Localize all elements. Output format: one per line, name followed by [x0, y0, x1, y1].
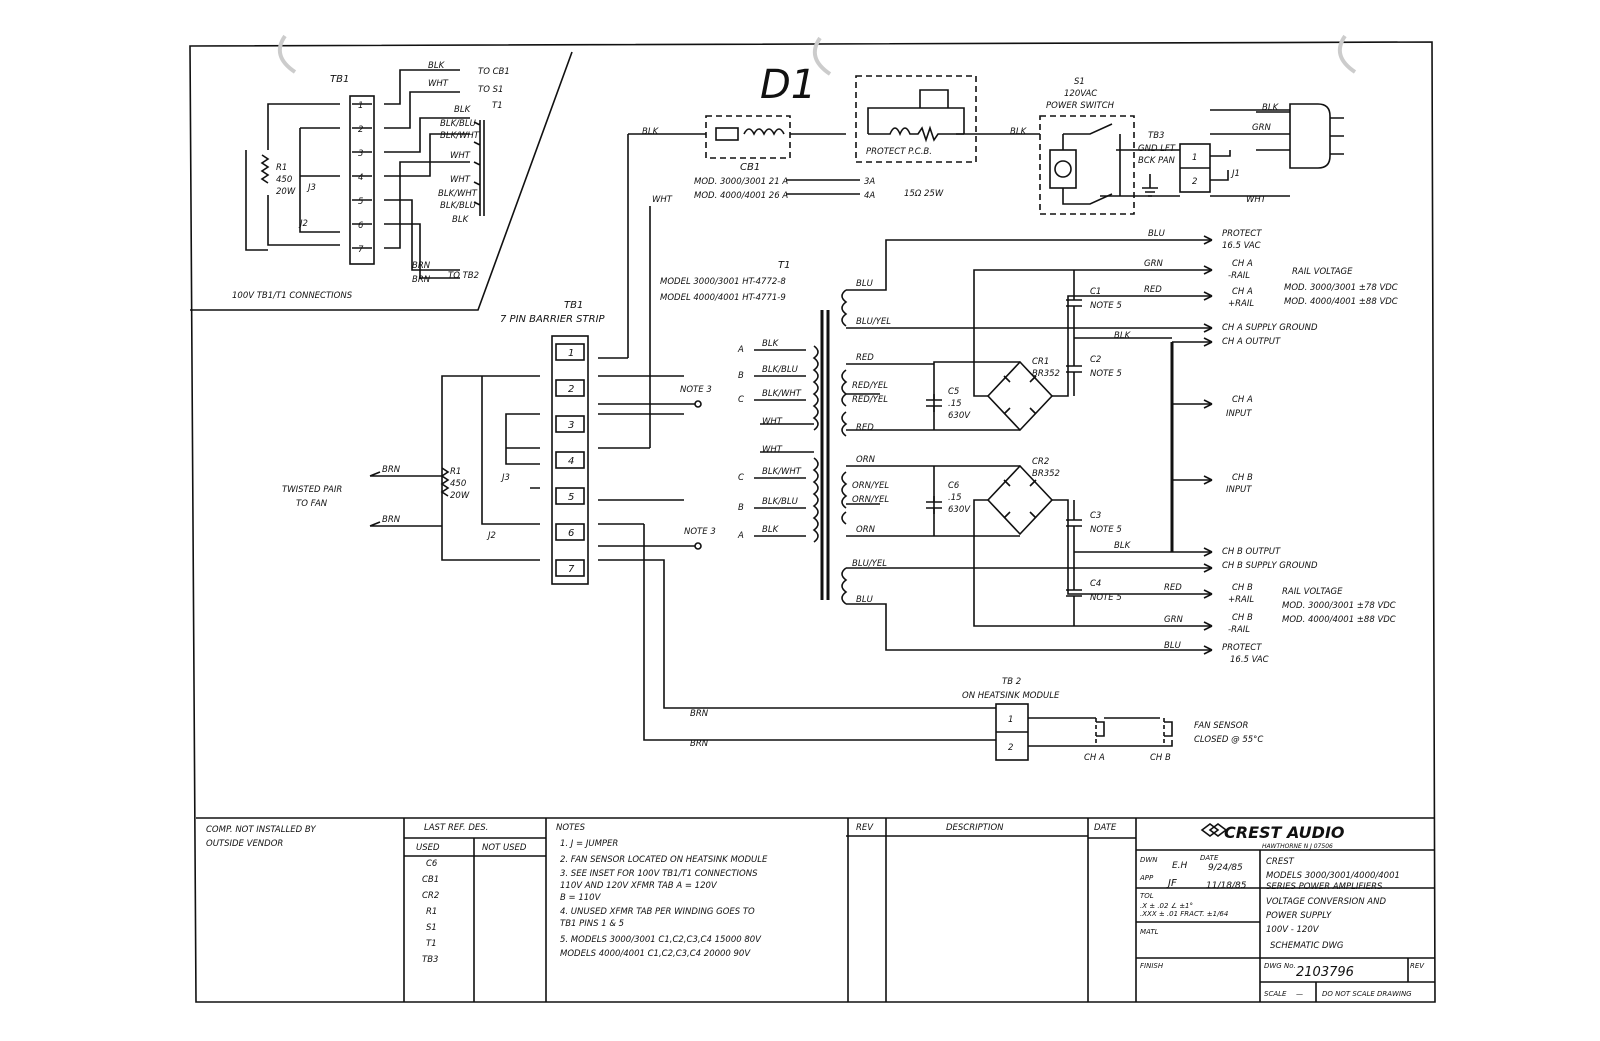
t1-model: MODEL 3000/3001 HT-4772-8	[660, 277, 786, 287]
inset-wire-label: BLK	[452, 215, 469, 225]
bus-wire: BLK	[1114, 331, 1131, 341]
output-label: CH A OUTPUT	[1222, 337, 1281, 347]
fan-r1: R1	[450, 467, 462, 477]
tb-date-key: DATE	[1200, 854, 1219, 862]
primary-tap: A	[738, 531, 744, 541]
c5-label: C5	[948, 387, 960, 397]
primary-wire: BLK/WHT	[762, 389, 801, 399]
tb-used-item: R1	[426, 907, 438, 917]
tb2-ch-a: CH A	[1084, 753, 1105, 763]
c4-label: C4	[1090, 579, 1102, 589]
cb1-label: CB1	[740, 162, 761, 173]
inset-wire-label: WHT	[428, 79, 448, 89]
tb-app-value: JF	[1168, 878, 1177, 889]
mains-grn: GRN	[1252, 123, 1271, 133]
output-label: CH A	[1232, 395, 1253, 405]
c3-label: C3	[1090, 511, 1102, 521]
fan-j2: J2	[488, 531, 496, 541]
secondary-wire: RED	[856, 423, 874, 433]
tb-desc: SERIES POWER AMPLIFIERS	[1266, 882, 1383, 892]
tb-used-item: TB3	[422, 955, 439, 965]
tb-used-header: USED	[416, 843, 440, 853]
c5-label: 630V	[948, 411, 971, 421]
c3-label: NOTE 5	[1090, 525, 1122, 535]
secondary-wire: BLU/YEL	[856, 317, 891, 327]
cb1-mod1: MOD. 3000/3001 21 A	[694, 177, 789, 187]
tb-desc: 100V - 120V	[1266, 925, 1319, 935]
tb-desc: POWER SUPPLY	[1266, 911, 1332, 921]
tb-dwn-key: DWN	[1140, 856, 1158, 864]
inset-pin: 6	[358, 221, 364, 231]
tb-desc: CREST	[1266, 857, 1294, 867]
output-label: CH B OUTPUT	[1222, 547, 1281, 557]
bus-wire: BLU	[1164, 641, 1181, 651]
tb-rev: REV	[856, 823, 874, 833]
output-label: PROTECT	[1222, 643, 1262, 653]
tb-rev-key: REV	[1410, 962, 1425, 970]
protect-pcb-label: PROTECT P.C.B.	[866, 147, 932, 157]
output-label: CH A	[1232, 259, 1253, 269]
tb-desc: MODELS 3000/3001/4000/4001	[1266, 871, 1400, 881]
secondary-wire: RED	[856, 353, 874, 363]
inset-pin: 3	[358, 149, 364, 159]
tb-used-item: C6	[426, 859, 438, 869]
secondary-wire: RED/YEL	[852, 395, 888, 405]
cr1-label: CR1	[1032, 357, 1050, 367]
fan-r1: 20W	[450, 491, 470, 501]
tb-last-ref: LAST REF. DES.	[424, 823, 489, 833]
c4-label: NOTE 5	[1090, 593, 1122, 603]
inset-dest: TO S1	[478, 85, 504, 95]
primary-tap: C	[738, 473, 744, 483]
tb3-pin: 2	[1192, 177, 1198, 187]
rail-voltage-b: RAIL VOLTAGE	[1282, 587, 1343, 597]
tb-tol-key: TOL	[1140, 892, 1154, 900]
rail-voltage-a: RAIL VOLTAGE	[1292, 267, 1353, 277]
drawing-number: 2103796	[1296, 965, 1354, 980]
tb1-title: 7 PIN BARRIER STRIP	[500, 314, 605, 325]
output-label: CH A SUPPLY GROUND	[1222, 323, 1318, 333]
tb1-pin: 1	[568, 348, 575, 359]
tb1-pin: 6	[568, 528, 575, 539]
tb2-ch-b: CH B	[1150, 753, 1171, 763]
rail-voltage-a: MOD. 4000/4001 ±88 VDC	[1284, 297, 1398, 307]
cr2-label: CR2	[1032, 457, 1050, 467]
j1-label: J1	[1232, 169, 1240, 179]
tb-note: 3. SEE INSET FOR 100V TB1/T1 CONNECTIONS	[560, 869, 758, 879]
c6-label: .15	[948, 493, 962, 503]
tb-desc: VOLTAGE CONVERSION AND	[1266, 897, 1386, 907]
s1-label: 120VAC	[1064, 89, 1098, 99]
fan-twisted-pair: TWISTED PAIR	[282, 485, 343, 495]
primary-wire: BLK	[762, 339, 779, 349]
company-logo: CREST AUDIO	[1224, 823, 1345, 842]
tb-used-item: T1	[426, 939, 437, 949]
secondary-wire: BLU/YEL	[852, 559, 887, 569]
note3-label: NOTE 3	[684, 527, 716, 537]
tb-finish: FINISH	[1140, 962, 1164, 970]
primary-wire: BLK/BLU	[762, 365, 798, 375]
secondary-wire: BLU	[856, 595, 873, 605]
mains-blk: BLK	[1262, 103, 1279, 113]
primary-wire: BLK	[762, 525, 779, 535]
cr2-label: BR352	[1032, 469, 1060, 479]
tb2-pin: 1	[1008, 715, 1014, 725]
output-label: INPUT	[1226, 409, 1252, 419]
primary-wire: WHT	[762, 417, 782, 427]
inset-wire-label: BRN	[412, 275, 431, 285]
fan-sensor-label: CLOSED @ 55°C	[1194, 735, 1264, 745]
output-label: CH B	[1232, 583, 1253, 593]
inset-r1: R1	[276, 163, 288, 173]
primary-tap: B	[738, 371, 744, 381]
inset-r1: 450	[276, 175, 293, 185]
wire-label: BLK	[1010, 127, 1027, 137]
tb1-pin: 2	[568, 384, 575, 395]
primary-wire: WHT	[762, 445, 782, 455]
c2-label: NOTE 5	[1090, 369, 1122, 379]
tb-scale-key: SCALE	[1264, 990, 1287, 998]
output-label: PROTECT	[1222, 229, 1262, 239]
inset-wire-label: BLK/WHT	[438, 189, 477, 199]
inset-wire-label: WHT	[450, 151, 470, 161]
primary-tap: B	[738, 503, 744, 513]
tb-note: B = 110V	[560, 893, 601, 903]
tb1-pin: 4	[568, 456, 575, 467]
c6-label: 630V	[948, 505, 971, 515]
primary-tap: A	[738, 345, 744, 355]
secondary-wire: RED/YEL	[852, 381, 888, 391]
c5-label: .15	[948, 399, 962, 409]
bus-wire: GRN	[1144, 259, 1163, 269]
tb-note: TB1 PINS 1 & 5	[560, 919, 625, 929]
fan-twisted-pair: TO FAN	[296, 499, 328, 509]
tb-used-item: S1	[426, 923, 437, 933]
inset-t1: T1	[492, 101, 503, 111]
tb-matl: MATL	[1140, 928, 1159, 936]
tb-note: MODELS 4000/4001 C1,C2,C3,C4 20000 90V	[560, 949, 751, 959]
s1-label: S1	[1074, 77, 1085, 87]
output-label: CH A	[1232, 287, 1253, 297]
tb2-pin: 2	[1008, 743, 1014, 753]
tb2-wire: BRN	[690, 709, 709, 719]
rail-voltage-b: MOD. 4000/4001 ±88 VDC	[1282, 615, 1396, 625]
t1-label: T1	[778, 260, 791, 271]
cr1-label: BR352	[1032, 369, 1060, 379]
tb3-label: GND LFT	[1138, 144, 1176, 154]
inset-pin: 1	[358, 101, 364, 111]
inset-dest: TO TB2	[448, 271, 480, 281]
inset-dest: TO CB1	[478, 67, 510, 77]
fan-j3: J3	[502, 473, 510, 483]
bus-wire: GRN	[1164, 615, 1183, 625]
inset-wire-label: BRN	[412, 261, 431, 271]
inset-j3: J3	[308, 183, 316, 193]
secondary-wire: ORN	[856, 455, 875, 465]
output-label: -RAIL	[1228, 271, 1251, 281]
mains-wht: WHT	[1246, 195, 1266, 205]
secondary-wire: ORN/YEL	[852, 481, 890, 491]
bus-wire: BLK	[1114, 541, 1131, 551]
cb1-mod2: MOD. 4000/4001 26 A	[694, 191, 789, 201]
tb-date-1: 9/24/85	[1208, 863, 1243, 873]
tb1-pin: 3	[568, 420, 575, 431]
tb2-wire: BRN	[690, 739, 709, 749]
inset-wire-label: WHT	[450, 175, 470, 185]
primary-tap: C	[738, 395, 744, 405]
output-label: +RAIL	[1228, 299, 1255, 309]
primary-wire: BLK/BLU	[762, 497, 798, 507]
inset-pin: 4	[358, 173, 364, 183]
tb-used-item: CB1	[422, 875, 440, 885]
output-label: 16.5 VAC	[1222, 241, 1261, 251]
output-label: CH B	[1232, 613, 1253, 623]
tb3-label: TB3	[1148, 131, 1165, 141]
output-label: CH B SUPPLY GROUND	[1222, 561, 1318, 571]
inset-title: 100V TB1/T1 CONNECTIONS	[232, 291, 353, 301]
tb2-label: TB 2	[1002, 677, 1022, 687]
tb-note: 4. UNUSED XFMR TAB PER WINDING GOES TO	[560, 907, 755, 917]
tb1-title: TB1	[564, 300, 584, 311]
output-label: INPUT	[1226, 485, 1252, 495]
c1-label: NOTE 5	[1090, 301, 1122, 311]
inset-r1: 20W	[276, 187, 296, 197]
s1-label: POWER SWITCH	[1046, 101, 1115, 111]
rail-voltage-a: MOD. 3000/3001 ±78 VDC	[1284, 283, 1398, 293]
tb-date-2: 11/18/85	[1206, 881, 1247, 891]
tb-tol: .XXX ± .01 FRACT. ±1/64	[1140, 910, 1229, 918]
tb-description: DESCRIPTION	[946, 823, 1004, 833]
bus-wire: RED	[1164, 583, 1182, 593]
tb-do-not-scale: DO NOT SCALE DRAWING	[1322, 990, 1412, 998]
cb1-rating-2: 4A	[864, 191, 876, 201]
tb-note: 1. J = JUMPER	[560, 839, 619, 849]
secondary-wire: BLU	[856, 279, 873, 289]
inset-j2: J2	[300, 219, 308, 229]
inset-tb1-label: TB1	[330, 74, 350, 85]
inset-wire-label: BLK/BLU	[440, 201, 476, 211]
corner-mark: D1	[760, 62, 817, 108]
t1-model: MODEL 4000/4001 HT-4771-9	[660, 293, 786, 303]
wire-label: BLK	[642, 127, 659, 137]
tb-comp: OUTSIDE VENDOR	[206, 839, 284, 849]
c1-label: C1	[1090, 287, 1102, 297]
rail-voltage-b: MOD. 3000/3001 ±78 VDC	[1282, 601, 1396, 611]
protect-resistor: 15Ω 25W	[904, 189, 944, 199]
output-label: 16.5 VAC	[1230, 655, 1269, 665]
tb3-label: BCK PAN	[1138, 156, 1175, 166]
note3-label: NOTE 3	[680, 385, 712, 395]
wire-label: WHT	[652, 195, 672, 205]
output-label: CH B	[1232, 473, 1253, 483]
tb-app-key: APP	[1140, 874, 1154, 882]
tb1-pin: 7	[568, 564, 575, 575]
inset-pin: 5	[358, 197, 364, 207]
tb-used-item: CR2	[422, 891, 440, 901]
inset-wire-label: BLK	[428, 61, 445, 71]
fan-wire: BRN	[382, 515, 401, 525]
secondary-wire: ORN/YEL	[852, 495, 890, 505]
tb-not-used-header: NOT USED	[482, 843, 527, 853]
tb-dwg-key: DWG No.	[1264, 962, 1296, 970]
tb3-pin: 1	[1192, 153, 1198, 163]
fan-wire: BRN	[382, 465, 401, 475]
inset-wire-label: BLK	[454, 105, 471, 115]
tb-dwn-value: E.H	[1172, 861, 1188, 871]
tb-scale-value: —	[1296, 990, 1303, 998]
inset-wire-label: BLK/WHT	[440, 131, 479, 141]
tb1-pin: 5	[568, 492, 575, 503]
tb-note: 2. FAN SENSOR LOCATED ON HEATSINK MODULE	[560, 855, 768, 865]
tb-desc: SCHEMATIC DWG	[1270, 941, 1344, 951]
c6-label: C6	[948, 481, 960, 491]
bus-wire: RED	[1144, 285, 1162, 295]
secondary-wire: ORN	[856, 525, 875, 535]
output-label: +RAIL	[1228, 595, 1255, 605]
tb-date: DATE	[1094, 823, 1117, 833]
tb-notes-header: NOTES	[556, 823, 586, 833]
bus-wire: BLU	[1148, 229, 1165, 239]
tb-comp: COMP. NOT INSTALLED BY	[206, 825, 316, 835]
fan-sensor-label: FAN SENSOR	[1194, 721, 1249, 731]
inset-pin: 2	[358, 125, 364, 135]
fan-r1: 450	[450, 479, 467, 489]
tb-tol: .X ± .02 ∠ ±1°	[1140, 902, 1194, 910]
tb-note: 5. MODELS 3000/3001 C1,C2,C3,C4 15000 80V	[560, 935, 761, 945]
c2-label: C2	[1090, 355, 1102, 365]
inset-wire-label: BLK/BLU	[440, 119, 476, 129]
tb-note: 110V AND 120V XFMR TAB A = 120V	[560, 881, 717, 891]
inset-pin: 7	[358, 245, 364, 255]
output-label: -RAIL	[1228, 625, 1251, 635]
company-location: HAWTHORNE N J 07506	[1262, 843, 1333, 850]
cb1-rating-1: 3A	[864, 177, 876, 187]
tb2-label: ON HEATSINK MODULE	[962, 691, 1060, 701]
primary-wire: BLK/WHT	[762, 467, 801, 477]
